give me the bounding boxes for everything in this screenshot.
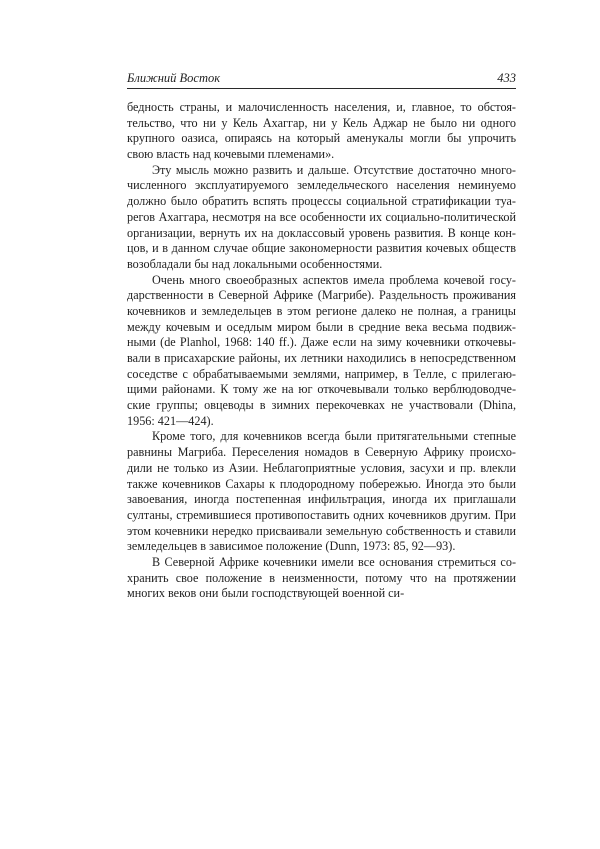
page-number: 433 <box>497 71 516 85</box>
text-line: соседстве с обрабатываемыми землями, например, в Телле, с прилегаю- <box>127 366 516 381</box>
text-line: бедность страны, и малочисленность населения, и, главное, то обстоя- <box>127 100 516 114</box>
text-line: завоевания, иногда постепенная инфильтрация, иногда их приглашали <box>127 492 516 507</box>
text-line: дарственности в Северной Африке (Магрибе). Раздельность проживания <box>127 288 516 303</box>
text-line: ными (de Planhol, 1968: 140 ff.). Даже если на зиму кочевники откочевы- <box>127 335 516 350</box>
text-line: также кочевников Сахары к плодородному побережью. Иногда это были <box>127 476 516 491</box>
text-line: Кроме того, для кочевников всегда были притягательными степные <box>152 429 516 444</box>
running-head <box>127 70 516 86</box>
text-line: организации, вернуть их на доклассовый уровень развития. В конце кон- <box>127 225 516 240</box>
text-line: дили не только из Азии. Неблагоприятные условия, засухи и пр. влекли <box>127 460 516 475</box>
text-line: султаны, стремившиеся противопоставить одних кочевников другим. При <box>127 507 516 522</box>
text-line: регов Ахаггара, несмотря на все особенности их социально-политической <box>127 209 516 224</box>
text-line: ские группы; овцеводы в зимних перекочевках не участвовали (Dhina, <box>127 398 516 413</box>
body-text <box>127 100 516 602</box>
text-line: этом кочевники нередко присваивали земельную собственность и ставили <box>127 523 516 538</box>
text-line: Очень много своеобразных аспектов имела проблема кочевой госу- <box>152 272 516 287</box>
text-line: щими районами. К тому же на юг откочевывали только верблюдоводче- <box>127 382 516 397</box>
text-line: кочевников и земледельцев в этом регионе далеко не полная, а границы <box>127 303 516 318</box>
text-line: численного эксплуатируемого земледельческого населения неминуемо <box>127 178 516 193</box>
text-line: свою власть над кочевыми племенами». <box>127 147 335 162</box>
paragraph-2 <box>127 163 516 273</box>
text-line: крупного оазиса, опираясь на который аменукалы могли бы упрочить <box>127 131 516 146</box>
text-line: 1956: 421—424). <box>127 413 214 428</box>
text-line: земледельцев в зависимое положение (Dunn, 1973: 85, 92—93). <box>127 539 456 554</box>
text-line: вали в присахарские районы, их летники находились в непосредственном <box>127 351 516 365</box>
paragraph-1 <box>127 100 516 163</box>
paragraph-4 <box>127 429 516 555</box>
text-line: В Северной Африке кочевники имели все основания стремиться со- <box>152 554 516 569</box>
text-line: многих веков они были господствующей военной си- <box>127 586 405 601</box>
text-line: возобладали бы над локальными особенностями. <box>127 256 383 271</box>
text-line: между кочевым и оседлым миром были в средние века весьма подвиж- <box>127 319 516 334</box>
header-rule <box>127 88 516 89</box>
text-line: хранить свое положение в неизменности, потому что на протяжении <box>127 570 516 585</box>
paragraph-5 <box>127 555 516 602</box>
text-line: Эту мысль можно развить и дальше. Отсутствие достаточно много- <box>152 162 516 177</box>
text-line: тельство, что ни у Кель Ахаггар, ни у Кель Аджар не было ни одного <box>127 115 516 130</box>
text-line: должно было обратить вспять процессы социальной стратификации туа- <box>127 194 516 209</box>
text-line: цов, и в данном случае общие закономерности развития кочевых обществ <box>127 241 516 256</box>
section-title: Ближний Восток <box>127 71 221 85</box>
paragraph-3 <box>127 273 516 430</box>
text-line: равнины Магриба. Переселения номадов в Северную Африку происхо- <box>127 445 516 460</box>
